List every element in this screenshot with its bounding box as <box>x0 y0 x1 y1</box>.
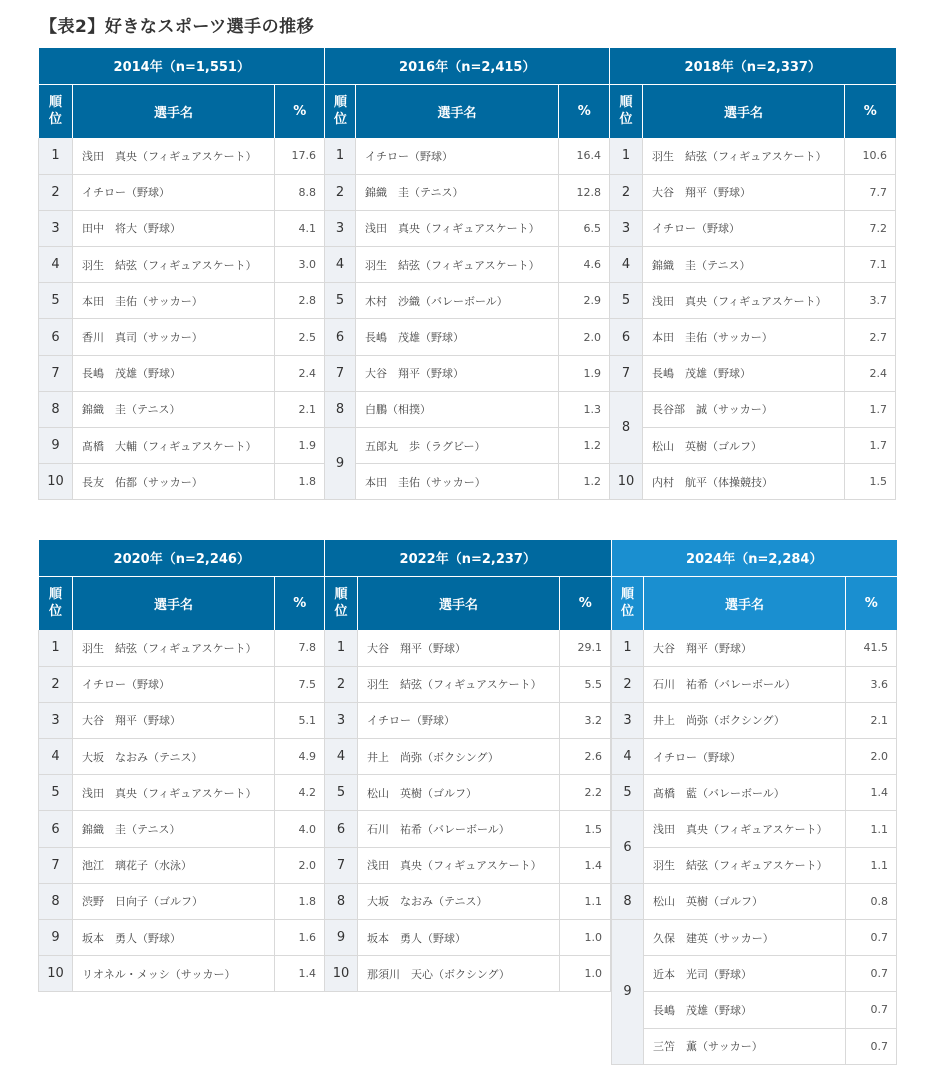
player-name-cell: 香川 真司（サッカー） <box>73 319 275 355</box>
percentage-cell: 1.0 <box>560 956 611 992</box>
percentage-cell: 1.7 <box>845 428 896 464</box>
table-row <box>610 210 896 246</box>
player-name-cell: イチロー（野球） <box>644 739 846 775</box>
rank-cell: 3 <box>39 702 73 738</box>
table-row <box>610 319 896 355</box>
table-row <box>612 702 897 738</box>
player-name-cell: イチロー（野球） <box>358 702 560 738</box>
rank-cell: 8 <box>39 883 73 919</box>
player-name-cell: リオネル・メッシ（サッカー） <box>73 956 275 992</box>
pct-column-header: % <box>560 576 611 630</box>
year-header: 2018年（n=2,337） <box>610 48 896 84</box>
table-row <box>39 247 325 283</box>
percentage-cell: 1.1 <box>560 883 611 919</box>
player-name-cell: 髙橋 大輔（フィギュアスケート） <box>73 428 275 464</box>
player-name-cell: 本田 圭佑（サッカー） <box>356 464 559 500</box>
rank-cell: 6 <box>612 811 644 883</box>
table-row <box>612 811 897 847</box>
percentage-cell: 4.1 <box>275 210 325 246</box>
pct-column-header: % <box>846 576 897 630</box>
percentage-cell: 0.7 <box>846 1028 897 1064</box>
percentage-cell: 1.7 <box>845 391 896 427</box>
player-name-cell: 長嶋 茂雄（野球） <box>73 355 275 391</box>
rank-cell: 1 <box>39 138 73 174</box>
player-name-cell: 大坂 なおみ（テニス） <box>73 739 275 775</box>
rank-cell: 4 <box>325 247 356 283</box>
rank-cell: 1 <box>610 138 643 174</box>
percentage-cell: 1.9 <box>275 428 325 464</box>
percentage-cell: 6.5 <box>559 210 610 246</box>
table-row <box>325 428 610 464</box>
rank-cell: 8 <box>612 883 644 919</box>
player-name-cell: 近本 光司（野球） <box>644 956 846 992</box>
rank-cell: 6 <box>610 319 643 355</box>
rank-cell: 5 <box>325 775 358 811</box>
table-row <box>39 739 325 775</box>
player-name-cell: 羽生 結弦（フィギュアスケート） <box>644 847 846 883</box>
player-name-cell: 久保 建英（サッカー） <box>644 920 846 956</box>
rank-cell: 6 <box>39 811 73 847</box>
percentage-cell: 0.7 <box>846 992 897 1028</box>
table-row <box>610 283 896 319</box>
table-row <box>612 883 897 919</box>
rank-cell: 8 <box>325 391 356 427</box>
pct-column-header: % <box>275 576 325 630</box>
rank-cell: 7 <box>325 355 356 391</box>
player-name-cell: 錦織 圭（テニス） <box>356 174 559 210</box>
percentage-cell: 12.8 <box>559 174 610 210</box>
table-row <box>612 847 897 883</box>
rank-cell: 6 <box>325 811 358 847</box>
table-row <box>325 775 611 811</box>
player-name-cell: 髙橋 藍（バレーボール） <box>644 775 846 811</box>
percentage-cell: 7.2 <box>845 210 896 246</box>
table-row <box>39 319 325 355</box>
percentage-cell: 8.8 <box>275 174 325 210</box>
table-row <box>325 847 611 883</box>
pct-column-header: % <box>275 84 325 138</box>
name-column-header: 選手名 <box>73 84 275 138</box>
percentage-cell: 1.0 <box>560 920 611 956</box>
rank-cell: 5 <box>610 283 643 319</box>
table-row <box>325 283 610 319</box>
player-name-cell: 渋野 日向子（ゴルフ） <box>73 883 275 919</box>
player-name-cell: 坂本 勇人（野球） <box>73 920 275 956</box>
table-row <box>325 811 611 847</box>
name-column-header: 選手名 <box>73 576 275 630</box>
percentage-cell: 5.5 <box>560 666 611 702</box>
table-row <box>610 247 896 283</box>
table-row <box>610 355 896 391</box>
player-name-cell: 石川 祐希（バレーボール） <box>644 666 846 702</box>
percentage-cell: 5.1 <box>275 702 325 738</box>
rank-cell: 7 <box>39 355 73 391</box>
table-row <box>325 391 610 427</box>
table-row <box>325 464 610 500</box>
rank-cell: 9 <box>39 920 73 956</box>
rank-cell: 5 <box>612 775 644 811</box>
table-row <box>39 174 325 210</box>
percentage-cell: 2.0 <box>559 319 610 355</box>
percentage-cell: 1.8 <box>275 464 325 500</box>
rank-cell: 9 <box>325 920 358 956</box>
table-row <box>610 174 896 210</box>
percentage-cell: 1.6 <box>275 920 325 956</box>
player-name-cell: 石川 祐希（バレーボール） <box>358 811 560 847</box>
table-row <box>39 355 325 391</box>
rank-column-header: 順位 <box>325 576 358 630</box>
rank-cell: 2 <box>610 174 643 210</box>
table-row <box>610 138 896 174</box>
table-row <box>39 283 325 319</box>
table-row <box>612 920 897 956</box>
percentage-cell: 3.6 <box>846 666 897 702</box>
rank-cell: 2 <box>39 174 73 210</box>
table-row <box>39 391 325 427</box>
player-name-cell: 長嶋 茂雄（野球） <box>644 992 846 1028</box>
table-row <box>39 956 325 992</box>
player-name-cell: 大谷 翔平（野球） <box>644 630 846 666</box>
player-name-cell: 浅田 真央（フィギュアスケート） <box>643 283 845 319</box>
player-name-cell: 羽生 結弦（フィギュアスケート） <box>358 666 560 702</box>
table-row <box>39 883 325 919</box>
player-name-cell: 長谷部 誠（サッカー） <box>643 391 845 427</box>
rank-cell: 4 <box>39 739 73 775</box>
percentage-cell: 2.2 <box>560 775 611 811</box>
table-row <box>612 666 897 702</box>
player-name-cell: 長嶋 茂雄（野球） <box>643 355 845 391</box>
table-row <box>612 992 897 1028</box>
percentage-cell: 7.1 <box>845 247 896 283</box>
table-row <box>39 666 325 702</box>
ranking-table-2018 <box>609 48 896 500</box>
percentage-cell: 10.6 <box>845 138 896 174</box>
rank-cell: 9 <box>325 428 356 500</box>
rank-cell: 8 <box>610 391 643 463</box>
player-name-cell: 池江 璃花子（水泳） <box>73 847 275 883</box>
table-row <box>39 630 325 666</box>
player-name-cell: 大谷 翔平（野球） <box>358 630 560 666</box>
rank-cell: 4 <box>39 247 73 283</box>
percentage-cell: 7.5 <box>275 666 325 702</box>
rank-cell: 3 <box>612 702 644 738</box>
rank-cell: 9 <box>612 920 644 1065</box>
player-name-cell: 長友 佑都（サッカー） <box>73 464 275 500</box>
rank-column-header: 順位 <box>39 576 73 630</box>
percentage-cell: 1.4 <box>846 775 897 811</box>
percentage-cell: 1.4 <box>560 847 611 883</box>
rank-cell: 2 <box>39 666 73 702</box>
rank-cell: 4 <box>610 247 643 283</box>
rank-cell: 2 <box>612 666 644 702</box>
percentage-cell: 29.1 <box>560 630 611 666</box>
player-name-cell: 錦織 圭（テニス） <box>73 811 275 847</box>
rank-column-header: 順位 <box>610 84 643 138</box>
percentage-cell: 1.3 <box>559 391 610 427</box>
rank-column-header: 順位 <box>325 84 356 138</box>
rank-cell: 8 <box>39 391 73 427</box>
rank-cell: 1 <box>325 630 358 666</box>
table-row <box>325 319 610 355</box>
table-row <box>325 210 610 246</box>
player-name-cell: 本田 圭佑（サッカー） <box>73 283 275 319</box>
rank-cell: 2 <box>325 666 358 702</box>
percentage-cell: 2.4 <box>845 355 896 391</box>
player-name-cell: 井上 尚弥（ボクシング） <box>358 739 560 775</box>
player-name-cell: 大谷 翔平（野球） <box>356 355 559 391</box>
rank-cell: 6 <box>39 319 73 355</box>
percentage-cell: 1.8 <box>275 883 325 919</box>
percentage-cell: 1.5 <box>560 811 611 847</box>
player-name-cell: 松山 英樹（ゴルフ） <box>643 428 845 464</box>
rank-cell: 10 <box>325 956 358 992</box>
percentage-cell: 2.6 <box>560 739 611 775</box>
ranking-table <box>38 540 325 992</box>
player-name-cell: 三笘 薫（サッカー） <box>644 1028 846 1064</box>
percentage-cell: 1.5 <box>845 464 896 500</box>
player-name-cell: 浅田 真央（フィギュアスケート） <box>358 847 560 883</box>
year-header: 2020年（n=2,246） <box>39 540 325 576</box>
percentage-cell: 4.9 <box>275 739 325 775</box>
table-row <box>325 920 611 956</box>
table-row <box>612 1028 897 1064</box>
percentage-cell: 1.1 <box>846 811 897 847</box>
percentage-cell: 1.2 <box>559 464 610 500</box>
percentage-cell: 2.0 <box>275 847 325 883</box>
player-name-cell: 井上 尚弥（ボクシング） <box>644 702 846 738</box>
pct-column-header: % <box>845 84 896 138</box>
year-header: 2014年（n=1,551） <box>39 48 325 84</box>
ranking-table-2016 <box>324 48 610 500</box>
player-name-cell: 本田 圭佑（サッカー） <box>643 319 845 355</box>
name-column-header: 選手名 <box>643 84 845 138</box>
player-name-cell: 錦織 圭（テニス） <box>73 391 275 427</box>
player-name-cell: 松山 英樹（ゴルフ） <box>644 883 846 919</box>
table-row <box>325 630 611 666</box>
ranking-table <box>609 48 896 500</box>
rank-cell: 5 <box>39 283 73 319</box>
rank-cell: 1 <box>325 138 356 174</box>
player-name-cell: 羽生 結弦（フィギュアスケート） <box>73 247 275 283</box>
ranking-table <box>324 48 610 500</box>
ranking-table-2022 <box>324 540 611 992</box>
player-name-cell: 五郎丸 歩（ラグビー） <box>356 428 559 464</box>
rank-cell: 7 <box>325 847 358 883</box>
table-row <box>325 174 610 210</box>
table-row <box>39 138 325 174</box>
table-row <box>325 247 610 283</box>
player-name-cell: 浅田 真央（フィギュアスケート） <box>644 811 846 847</box>
player-name-cell: 浅田 真央（フィギュアスケート） <box>73 138 275 174</box>
percentage-cell: 4.6 <box>559 247 610 283</box>
player-name-cell: 松山 英樹（ゴルフ） <box>358 775 560 811</box>
rank-column-header: 順位 <box>612 576 644 630</box>
rank-cell: 10 <box>610 464 643 500</box>
ranking-table <box>324 540 611 992</box>
rank-cell: 10 <box>39 464 73 500</box>
rank-cell: 1 <box>612 630 644 666</box>
table-row <box>39 811 325 847</box>
rank-cell: 3 <box>325 702 358 738</box>
player-name-cell: 坂本 勇人（野球） <box>358 920 560 956</box>
pct-column-header: % <box>559 84 610 138</box>
player-name-cell: 長嶋 茂雄（野球） <box>356 319 559 355</box>
percentage-cell: 4.2 <box>275 775 325 811</box>
player-name-cell: 浅田 真央（フィギュアスケート） <box>356 210 559 246</box>
table-row <box>610 428 896 464</box>
percentage-cell: 7.7 <box>845 174 896 210</box>
player-name-cell: イチロー（野球） <box>356 138 559 174</box>
player-name-cell: 羽生 結弦（フィギュアスケート） <box>643 138 845 174</box>
player-name-cell: 錦織 圭（テニス） <box>643 247 845 283</box>
player-name-cell: 白鵬（相撲） <box>356 391 559 427</box>
player-name-cell: 浅田 真央（フィギュアスケート） <box>73 775 275 811</box>
percentage-cell: 2.1 <box>275 391 325 427</box>
percentage-cell: 2.1 <box>846 702 897 738</box>
ranking-table <box>611 540 897 1065</box>
player-name-cell: 大谷 翔平（野球） <box>643 174 845 210</box>
table-row <box>325 355 610 391</box>
percentage-cell: 2.8 <box>275 283 325 319</box>
player-name-cell: 田中 将大（野球） <box>73 210 275 246</box>
table-row <box>39 210 325 246</box>
percentage-cell: 3.2 <box>560 702 611 738</box>
percentage-cell: 2.0 <box>846 739 897 775</box>
rank-cell: 6 <box>325 319 356 355</box>
rank-cell: 2 <box>325 174 356 210</box>
table-row <box>610 464 896 500</box>
percentage-cell: 1.1 <box>846 847 897 883</box>
player-name-cell: イチロー（野球） <box>73 666 275 702</box>
rank-cell: 10 <box>39 956 73 992</box>
percentage-cell: 2.5 <box>275 319 325 355</box>
percentage-cell: 3.7 <box>845 283 896 319</box>
year-header: 2022年（n=2,237） <box>325 540 611 576</box>
ranking-table-2024 <box>611 540 897 1065</box>
ranking-table-2014 <box>38 48 325 500</box>
player-name-cell: 大谷 翔平（野球） <box>73 702 275 738</box>
percentage-cell: 41.5 <box>846 630 897 666</box>
table-row <box>612 775 897 811</box>
rank-cell: 4 <box>612 739 644 775</box>
table-row <box>39 428 325 464</box>
year-header: 2024年（n=2,284） <box>612 540 897 576</box>
player-name-cell: 木村 沙織（バレーボール） <box>356 283 559 319</box>
player-name-cell: 羽生 結弦（フィギュアスケート） <box>356 247 559 283</box>
name-column-header: 選手名 <box>356 84 559 138</box>
rank-cell: 7 <box>610 355 643 391</box>
table-row <box>39 464 325 500</box>
rank-cell: 5 <box>39 775 73 811</box>
percentage-cell: 7.8 <box>275 630 325 666</box>
table-row <box>325 739 611 775</box>
rank-cell: 3 <box>610 210 643 246</box>
rank-cell: 3 <box>325 210 356 246</box>
rank-cell: 3 <box>39 210 73 246</box>
table-row <box>39 920 325 956</box>
percentage-cell: 1.4 <box>275 956 325 992</box>
rank-cell: 7 <box>39 847 73 883</box>
table-row <box>325 883 611 919</box>
player-name-cell: 羽生 結弦（フィギュアスケート） <box>73 630 275 666</box>
player-name-cell: イチロー（野球） <box>643 210 845 246</box>
table-row <box>39 847 325 883</box>
percentage-cell: 1.2 <box>559 428 610 464</box>
player-name-cell: イチロー（野球） <box>73 174 275 210</box>
table-row <box>612 630 897 666</box>
name-column-header: 選手名 <box>644 576 846 630</box>
ranking-table-2020 <box>38 540 325 992</box>
table-row <box>610 391 896 427</box>
table-row <box>325 702 611 738</box>
year-header: 2016年（n=2,415） <box>325 48 610 84</box>
rank-cell: 4 <box>325 739 358 775</box>
table-row <box>325 138 610 174</box>
percentage-cell: 17.6 <box>275 138 325 174</box>
name-column-header: 選手名 <box>358 576 560 630</box>
table-row <box>325 956 611 992</box>
percentage-cell: 3.0 <box>275 247 325 283</box>
table-row <box>39 702 325 738</box>
table-row <box>325 666 611 702</box>
percentage-cell: 16.4 <box>559 138 610 174</box>
player-name-cell: 内村 航平（体操競技） <box>643 464 845 500</box>
table-row <box>39 775 325 811</box>
rank-cell: 8 <box>325 883 358 919</box>
percentage-cell: 0.7 <box>846 956 897 992</box>
percentage-cell: 2.7 <box>845 319 896 355</box>
player-name-cell: 大坂 なおみ（テニス） <box>358 883 560 919</box>
player-name-cell: 那須川 天心（ボクシング） <box>358 956 560 992</box>
rank-column-header: 順位 <box>39 84 73 138</box>
table-row <box>612 739 897 775</box>
percentage-cell: 2.9 <box>559 283 610 319</box>
percentage-cell: 2.4 <box>275 355 325 391</box>
percentage-cell: 0.8 <box>846 883 897 919</box>
ranking-table <box>38 48 325 500</box>
rank-cell: 1 <box>39 630 73 666</box>
rank-cell: 5 <box>325 283 356 319</box>
percentage-cell: 4.0 <box>275 811 325 847</box>
page-title: 【表2】好きなスポーツ選手の推移 <box>40 17 315 37</box>
percentage-cell: 0.7 <box>846 920 897 956</box>
rank-cell: 9 <box>39 428 73 464</box>
percentage-cell: 1.9 <box>559 355 610 391</box>
table-row <box>612 956 897 992</box>
